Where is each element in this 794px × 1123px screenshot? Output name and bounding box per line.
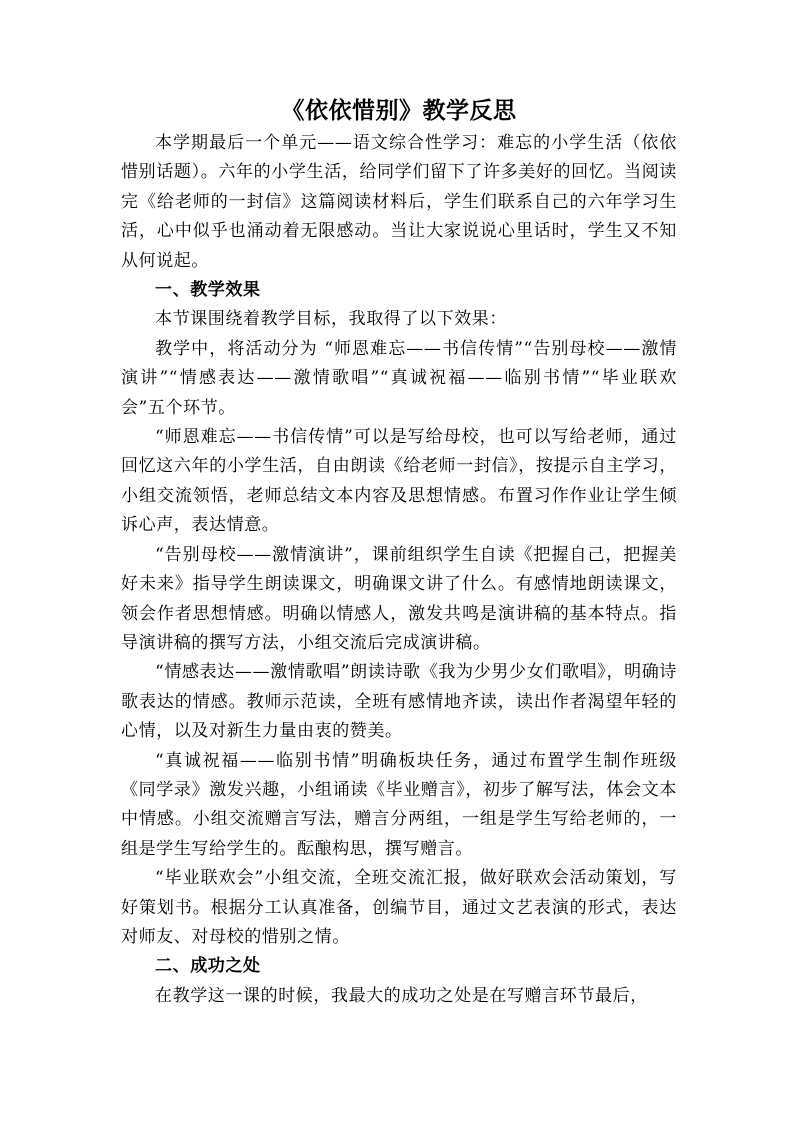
section-heading-teaching-effect: 一、教学效果 [155,280,261,301]
paragraph-activity-list: 教学中，将活动分为 “师恩难忘——书信传情”“告别母校——激情演讲”“情感表达——激情歌唱”“真诚祝福——临别书情”“毕业联欢会”五个环节。 [121,338,677,418]
document-title: 《依依惜别》教学反思 [281,97,517,124]
paragraph-singing-activity: “情感表达——激情歌唱”朗读诗歌《我为少男少女们歌唱》，明确诗歌表达的情感。教师示范读，全班有感情地齐读，读出作者渴望年轻的心情，以及对新生力量由衷的赞美。 [121,662,677,742]
paragraph-graduation-party: “毕业联欢会”小组交流，全班交流汇报，做好联欢会活动策划，写好策划书。根据分工认真准备，创编节目，通过文艺表演的形式，表达对师友、对母校的惜别之情。 [121,868,677,947]
paragraph-effect-intro: 本节课围绕着教学目标，我取得了以下效果： [155,309,507,330]
section-heading-success: 二、成功之处 [155,956,261,977]
paragraph-letter-activity: “师恩难忘——书信传情”可以是写给母校，也可以写给老师，通过回忆这六年的小学生活，自由朗读《给老师一封信》，按提示自主学习，小组交流领悟，老师总结文本内容及思想情感。布置习作作业让学生倾诉心声，表达情意。 [121,427,677,536]
document-page [121,95,677,1011]
paragraph-speech-activity: “告别母校——激情演讲”，课前组织学生自读《把握自己，把握美好未来》指导学生朗读课文，明确课文讲了什么。有感情地朗读课文，领会作者思想情感。明确以情感人，激发共鸣是演讲稿的基本特点。指导演讲稿的撰写方法，小组交流后完成演讲稿。 [121,544,677,653]
paragraph-success-detail: 在教学这一课的时候，我最大的成功之处是在写赠言环节最后， [155,985,648,1006]
paragraph-blessing-activity: “真诚祝福——临别书情”明确板块任务，通过布置学生制作班级《同学录》激发兴趣，小组诵读《毕业赠言》，初步了解写法，体会文本中情感。小组交流赠言写法，赠言分两组，一组是学生写给老师的，一组是学生写给学生的。酝酿构思，撰写赠言。 [121,750,677,859]
intro-paragraph: 本学期最后一个单元——语文综合性学习：难忘的小学生活（依依惜别话题）。六年的小学生活，给同学们留下了许多美好的回忆。当阅读完《给老师的一封信》这篇阅读材料后，学生们联系自己的六年学习生活，心中似乎也涌动着无限感动。当让大家说说心里话时，学生又不知从何说起。 [121,133,677,271]
